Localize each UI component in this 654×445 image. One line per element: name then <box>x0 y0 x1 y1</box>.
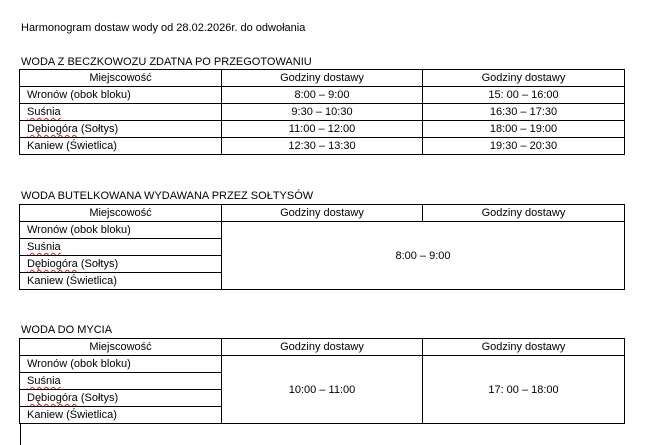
place-cell <box>20 373 222 390</box>
text-cursor <box>20 424 21 445</box>
table-header-row <box>20 339 625 356</box>
column-header-hours-1: Godziny dostawy <box>222 205 423 222</box>
merged-hours-cell-2: 17: 00 – 18:00 <box>423 356 625 424</box>
table-header-row <box>20 205 625 222</box>
table-row <box>20 222 625 239</box>
place-cell: Wronów (obok bloku) <box>20 87 222 104</box>
column-header-place: Miejscowość <box>20 205 222 222</box>
hours-cell: 8:00 – 9:00 <box>222 87 423 104</box>
place-cell <box>20 239 222 256</box>
place-cell <box>20 104 222 121</box>
table-washing-water <box>19 338 625 424</box>
table-row <box>20 356 625 373</box>
place-name: Suśnia <box>27 375 61 387</box>
place-name: Dębiogóra <box>27 392 78 404</box>
place-cell: Wronów (obok bloku) <box>20 222 222 239</box>
hours-cell: 9:30 – 10:30 <box>222 104 423 121</box>
table-drinking-water <box>19 69 625 155</box>
hours-cell: 16:30 – 17:30 <box>423 104 625 121</box>
column-header-hours-2: Godziny dostawy <box>423 70 625 87</box>
place-cell <box>20 121 222 138</box>
merged-hours-cell-1: 10:00 – 11:00 <box>222 356 423 424</box>
hours-cell: 19:30 – 20:30 <box>423 138 625 155</box>
hours-cell: 11:00 – 12:00 <box>222 121 423 138</box>
place-cell <box>20 390 222 407</box>
column-header-hours-2: Godziny dostawy <box>423 205 625 222</box>
place-suffix: (Sołtys) <box>77 392 119 404</box>
document-title: Harmonogram dostaw wody od 28.02.2026r. do odwołania <box>21 22 306 34</box>
hours-cell: 12:30 – 13:30 <box>222 138 423 155</box>
table-bottled-water <box>19 204 625 290</box>
place-cell <box>20 256 222 273</box>
place-name: Suśnia <box>27 241 61 253</box>
hours-cell: 15: 00 – 16:00 <box>423 87 625 104</box>
section-heading-drinking-water: WODA Z BECZKOWOZU ZDATNA PO PRZEGOTOWANIU <box>21 56 312 68</box>
place-name: Dębiogóra <box>27 123 78 135</box>
place-name: Suśnia <box>27 106 61 118</box>
table-row <box>20 87 625 104</box>
column-header-hours-1: Godziny dostawy <box>222 70 423 87</box>
place-suffix: (Sołtys) <box>77 258 119 270</box>
column-header-hours-2: Godziny dostawy <box>423 339 625 356</box>
hours-cell: 18:00 – 19:00 <box>423 121 625 138</box>
place-suffix: (Sołtys) <box>77 123 119 135</box>
column-header-place: Miejscowość <box>20 339 222 356</box>
place-name: Dębiogóra <box>27 258 78 270</box>
table-row <box>20 121 625 138</box>
table-header-row <box>20 70 625 87</box>
place-cell: Kaniew (Świetlica) <box>20 407 222 424</box>
section-heading-washing-water: WODA DO MYCIA <box>21 324 113 336</box>
place-cell: Wronów (obok bloku) <box>20 356 222 373</box>
column-header-place: Miejscowość <box>20 70 222 87</box>
table-row <box>20 138 625 155</box>
place-cell: Kaniew (Świetlica) <box>20 273 222 290</box>
column-header-hours-1: Godziny dostawy <box>222 339 423 356</box>
merged-hours-cell: 8:00 – 9:00 <box>222 222 625 290</box>
table-row <box>20 104 625 121</box>
place-cell: Kaniew (Świetlica) <box>20 138 222 155</box>
section-heading-bottled-water: WODA BUTELKOWANA WYDAWANA PRZEZ SOŁTYSÓW <box>21 190 314 202</box>
